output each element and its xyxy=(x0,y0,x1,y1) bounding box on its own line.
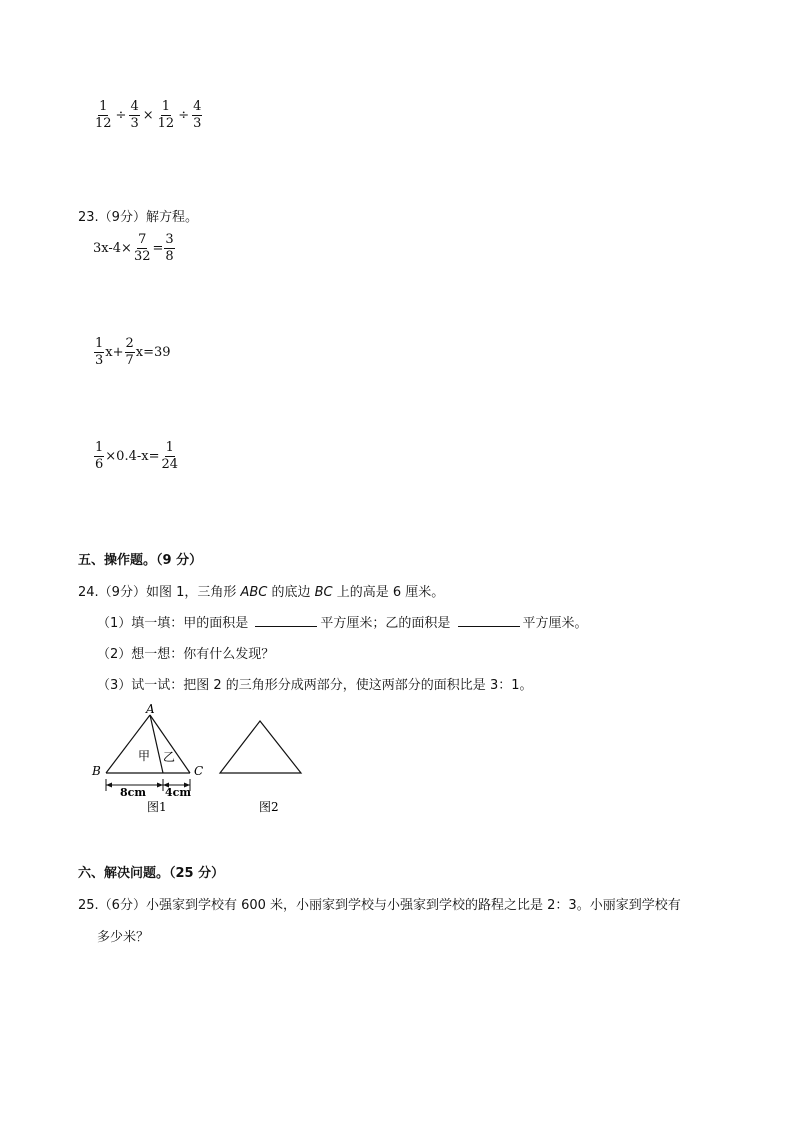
fraction: $\frac{4}{3}$ xyxy=(193,99,202,131)
fraction: $\frac{1}{6}$ xyxy=(95,440,104,472)
question-23-title: 23.（9分）解方程。 xyxy=(78,210,198,225)
fraction: $\frac{1}{24}$ xyxy=(161,440,179,472)
answer-blank-yi[interactable] xyxy=(458,616,520,627)
q22-expression xyxy=(93,100,203,130)
caption-fig1: 图1 xyxy=(147,800,167,814)
fraction: $\frac{1}{3}$ xyxy=(95,336,104,368)
label-yi: 乙 xyxy=(163,750,176,764)
question-24-intro: 24.（9分）如图 1，三角形 ABC 的底边 BC 上的高是 6 厘米。 xyxy=(78,585,445,600)
operator: × xyxy=(142,107,154,123)
dim-8cm: 8cm xyxy=(120,786,146,799)
fraction: $\frac{1}{12}$ xyxy=(157,99,175,131)
caption-fig2: 图2 xyxy=(259,800,279,814)
fraction: $\frac{1}{12}$ xyxy=(95,99,112,131)
fraction: $\frac{7}{32}$ xyxy=(133,232,151,264)
label-c: C xyxy=(194,764,204,778)
fraction: $\frac{2}{7}$ xyxy=(125,336,134,368)
question-25-line-2: 多少米？ xyxy=(97,930,150,945)
fraction: $\frac{4}{3}$ xyxy=(130,99,139,131)
figure-2 xyxy=(220,721,301,814)
label-jia: 甲 xyxy=(138,749,151,763)
question-24-part-2: （2）想一想：你有什么发现？ xyxy=(97,647,275,662)
label-a: A xyxy=(146,702,155,716)
figure-1 xyxy=(91,702,203,814)
question-24-part-1: （1）填一填：甲的面积是 平方厘米；乙的面积是 平方厘米。 xyxy=(97,616,588,631)
equation-2: $\frac{1}{3}$ x+ $\frac{2}{7}$ x=39 xyxy=(95,336,171,368)
question-25-line-1: 25.（6分）小强家到学校有 600 米，小丽家到学校与小强家到学校的路程之比是 2：3。小丽家到学校有 xyxy=(78,898,681,913)
dim-4cm: 4cm xyxy=(165,786,191,799)
equation-1: 3x-4× $\frac{7}{32}$ = $\frac{3}{8}$ xyxy=(93,232,174,264)
question-24-part-3: （3）试一试：把图 2 的三角形分成两部分，使这两部分的面积比是 3：1。 xyxy=(97,678,533,693)
fraction: $\frac{3}{8}$ xyxy=(165,232,174,264)
operator: ÷ xyxy=(115,107,127,123)
section-6-heading: 六、解决问题。（25 分） xyxy=(78,866,225,881)
label-b: B xyxy=(92,764,101,778)
equation-3: $\frac{1}{6}$ ×0.4-x= $\frac{1}{24}$ xyxy=(95,440,179,472)
figures xyxy=(86,700,316,818)
section-5-heading: 五、操作题。（9 分） xyxy=(78,553,203,568)
answer-blank-jia[interactable] xyxy=(255,616,317,627)
operator: ÷ xyxy=(178,107,190,123)
